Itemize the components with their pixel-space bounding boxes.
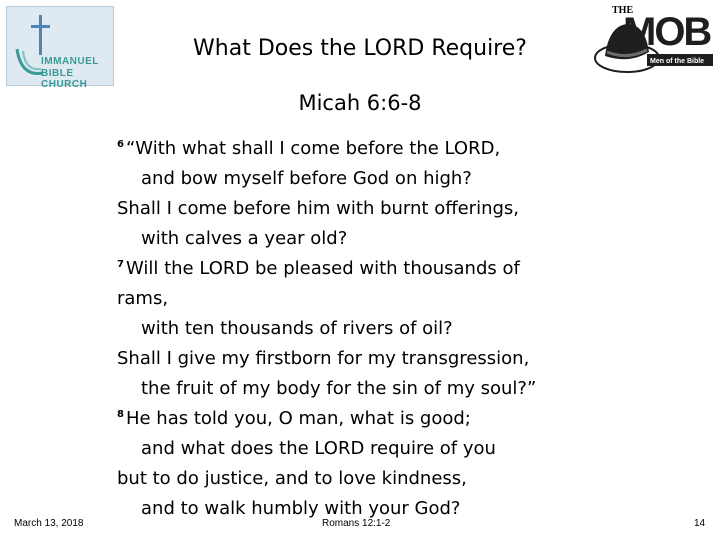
verse-text: “With what shall I come before the LORD,: [125, 138, 501, 159]
slide-title: What Does the LORD Require?: [193, 36, 527, 61]
verse-line: [117, 284, 617, 314]
footer-center-text: Romans 12:1-2: [322, 518, 391, 529]
verse-text: and to walk humbly with your God?: [141, 498, 461, 519]
church-logo-line1: IMMANUEL: [41, 56, 99, 67]
verse-text: the fruit of my body for the sin of my soul?”: [141, 378, 537, 399]
verse-line: [117, 254, 617, 284]
verse-line: [117, 374, 617, 404]
verse-number: 6: [117, 139, 124, 150]
verse-text: Shall I give my firstborn for my transgression,: [117, 348, 530, 369]
verse-number: 7: [117, 259, 124, 270]
verse-text: Will the LORD be pleased with thousands of: [125, 258, 520, 279]
verse-line: [117, 224, 617, 254]
verse-text: with calves a year old?: [141, 228, 348, 249]
footer-date: March 13, 2018: [14, 518, 84, 529]
mob-logo-sub: Men of the Bible: [650, 58, 705, 65]
verse-line: [117, 314, 617, 344]
verse-text: but to do justice, and to love kindness,: [117, 468, 467, 489]
verse-body: [117, 134, 617, 524]
verse-text: Shall I come before him with burnt offerings,: [117, 198, 520, 219]
verse-line: [117, 164, 617, 194]
verse-line: [117, 464, 617, 494]
mob-logo-the: THE: [612, 5, 634, 16]
mob-logo-main: MOB: [623, 10, 711, 54]
verse-text: and what does the LORD require of you: [141, 438, 496, 459]
verse-line: [117, 134, 617, 164]
verse-number: 8: [117, 409, 124, 420]
scripture-reference: Micah 6:6-8: [298, 91, 422, 115]
verse-text: with ten thousands of rivers of oil?: [141, 318, 453, 339]
verse-line: [117, 194, 617, 224]
verse-text: He has told you, O man, what is good;: [125, 408, 471, 429]
verse-text: rams,: [117, 288, 169, 309]
verse-line: [117, 404, 617, 434]
verse-line: [117, 344, 617, 374]
verse-line: [117, 434, 617, 464]
church-logo-line2: BIBLE CHURCH: [41, 68, 88, 90]
slide-number: 14: [694, 518, 706, 529]
verse-text: and bow myself before God on high?: [141, 168, 472, 189]
